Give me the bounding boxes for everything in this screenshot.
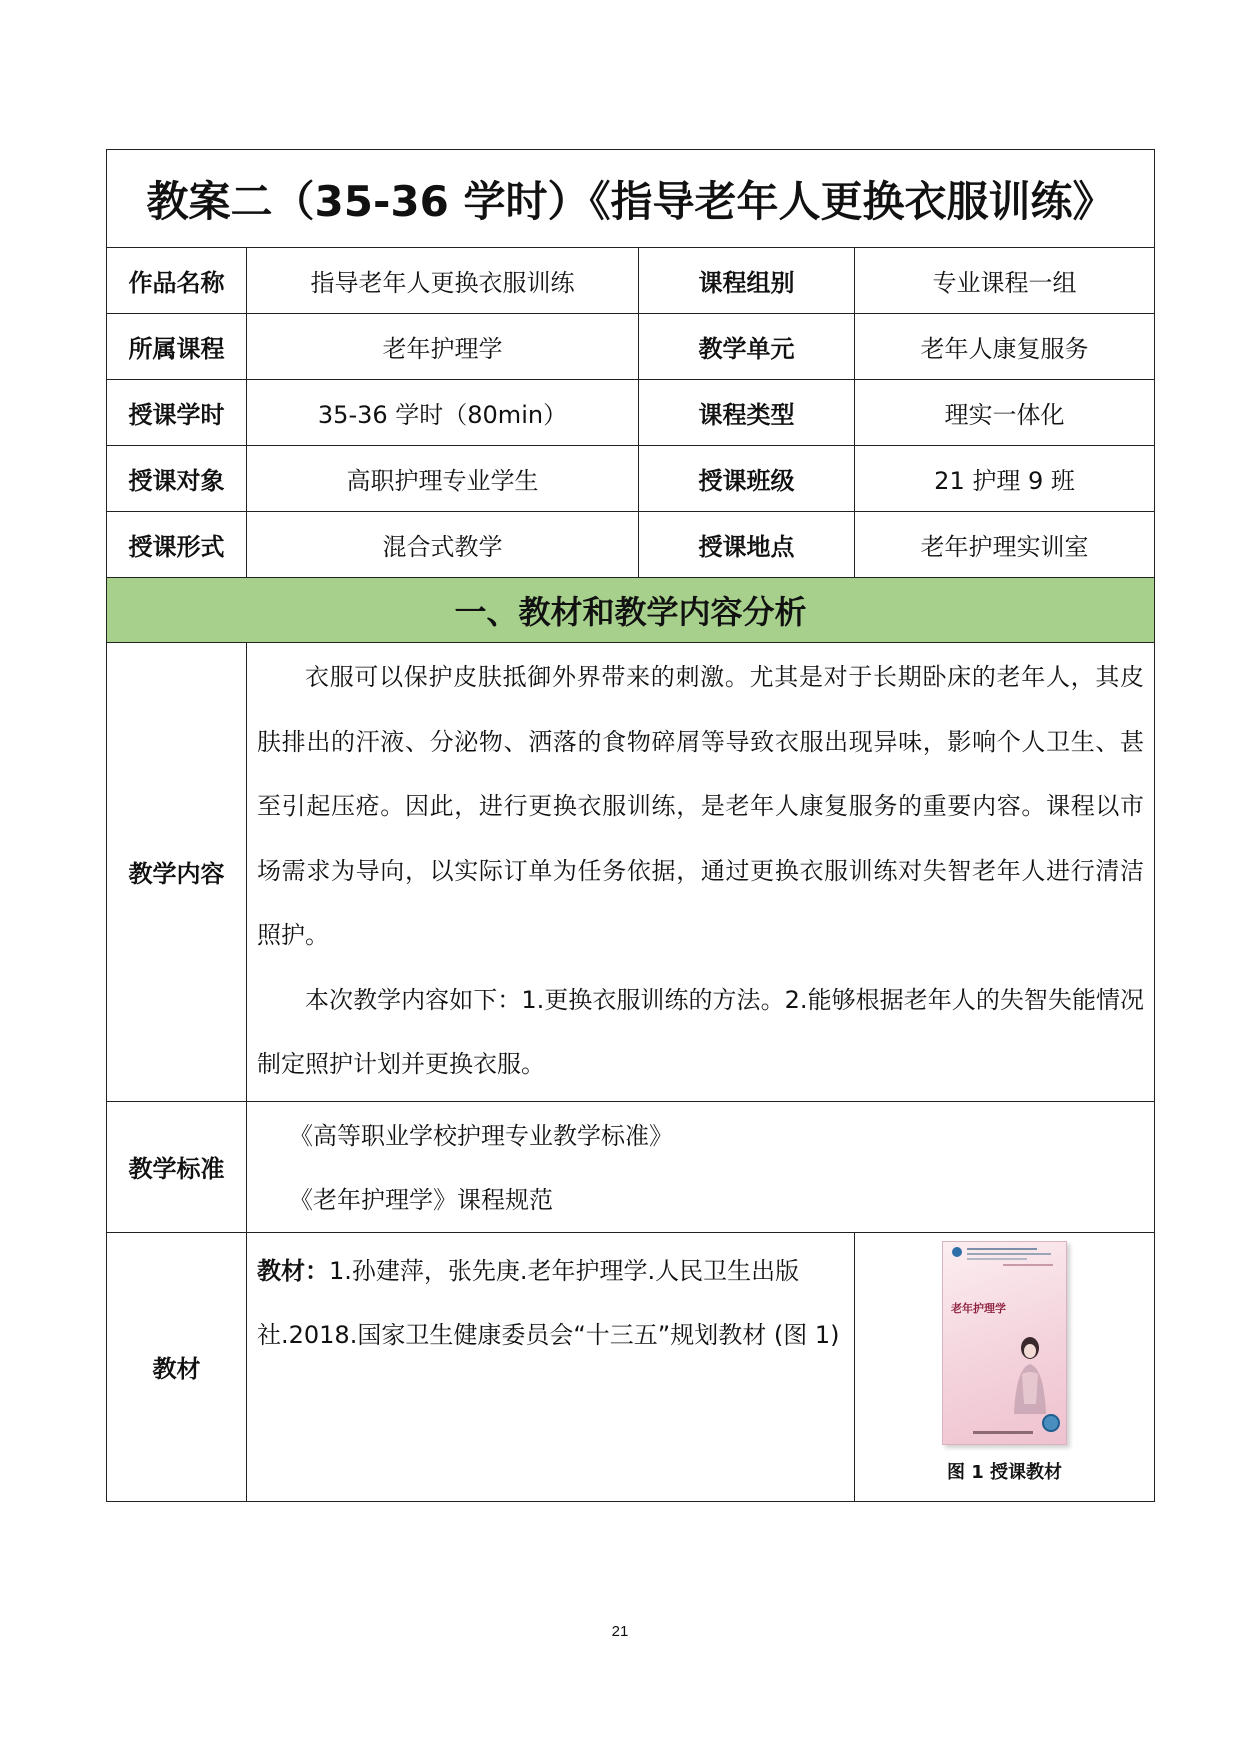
teaching-standard-line: 《高等职业学校护理专业教学标准》 [289, 1121, 673, 1150]
info-label: 授课学时 [107, 380, 247, 446]
info-label: 授课对象 [107, 446, 247, 512]
info-value: 老年护理学 [247, 314, 639, 380]
info-value: 理实一体化 [855, 380, 1155, 446]
info-value: 老年护理实训室 [855, 512, 1155, 578]
teaching-content-paragraph: 本次教学内容如下：1.更换衣服训练的方法。2.能够根据老年人的失智失能情况制定照护计划并更换衣服。 [257, 985, 1145, 1078]
section-heading: 一、教材和教学内容分析 [107, 578, 1155, 643]
info-label: 教学单元 [639, 314, 855, 380]
textbook-figure [855, 1232, 1155, 1501]
teaching-standard-line: 《老年护理学》课程规范 [289, 1185, 553, 1214]
textbook-description [247, 1232, 855, 1501]
teaching-standard-label: 教学标准 [107, 1101, 247, 1232]
info-value: 混合式教学 [247, 512, 639, 578]
info-value: 21 护理 9 班 [855, 446, 1155, 512]
info-label: 授课班级 [639, 446, 855, 512]
info-label: 所属课程 [107, 314, 247, 380]
info-value: 指导老年人更换衣服训练 [247, 248, 639, 314]
info-row [107, 446, 1155, 512]
cover-title: 老年护理学 [951, 1301, 1007, 1315]
info-value: 高职护理专业学生 [247, 446, 639, 512]
page-number: 21 [611, 1623, 629, 1640]
info-label: 课程组别 [639, 248, 855, 314]
textbook-cover-image [942, 1241, 1067, 1445]
info-label: 课程类型 [639, 380, 855, 446]
info-value: 专业课程一组 [855, 248, 1155, 314]
info-value: 35-36 学时（80min） [247, 380, 639, 446]
info-label: 授课地点 [639, 512, 855, 578]
teaching-content-body [247, 643, 1155, 1102]
cover-badge-icon [1042, 1414, 1060, 1432]
textbook-prefix: 教材： [257, 1256, 329, 1285]
figure-caption: 图 1 授课教材 [946, 1461, 1063, 1483]
info-label: 作品名称 [107, 248, 247, 314]
cover-publisher-mark [973, 1431, 1033, 1434]
info-row [107, 248, 1155, 314]
teaching-standard-body [247, 1101, 1155, 1232]
info-label: 授课形式 [107, 512, 247, 578]
textbook-label: 教材 [107, 1232, 247, 1501]
info-row [107, 380, 1155, 446]
cover-header-graphic [943, 1242, 1066, 1272]
teaching-content-label: 教学内容 [107, 643, 247, 1102]
teaching-content-paragraph: 衣服可以保护皮肤抵御外界带来的刺激。尤其是对于长期卧床的老年人，其皮肤排出的汗液、分泌物、洒落的食物碎屑等导致衣服出现异味，影响个人卫生、甚至引起压疮。因此，进行更换衣服训练，是老年人康复服务的重要内容。课程以市场需求为导向，以实际订单为任务依据，通过更换衣服训练对失智老年人进行清洁照护。 [257, 663, 1145, 949]
document-title: 教案二（35-36 学时）《指导老年人更换衣服训练》 [107, 150, 1155, 248]
info-row [107, 314, 1155, 380]
textbook-citation: 1.孙建萍，张先庚.老年护理学.人民卫生出版社.2018.国家卫生健康委员会“十三五”规划教材 (图 1) [257, 1256, 840, 1349]
info-row [107, 512, 1155, 578]
lesson-plan-table [106, 149, 1155, 1502]
textbook-text [257, 1239, 844, 1367]
cover-portrait-graphic [1008, 1334, 1052, 1414]
info-value: 老年人康复服务 [855, 314, 1155, 380]
